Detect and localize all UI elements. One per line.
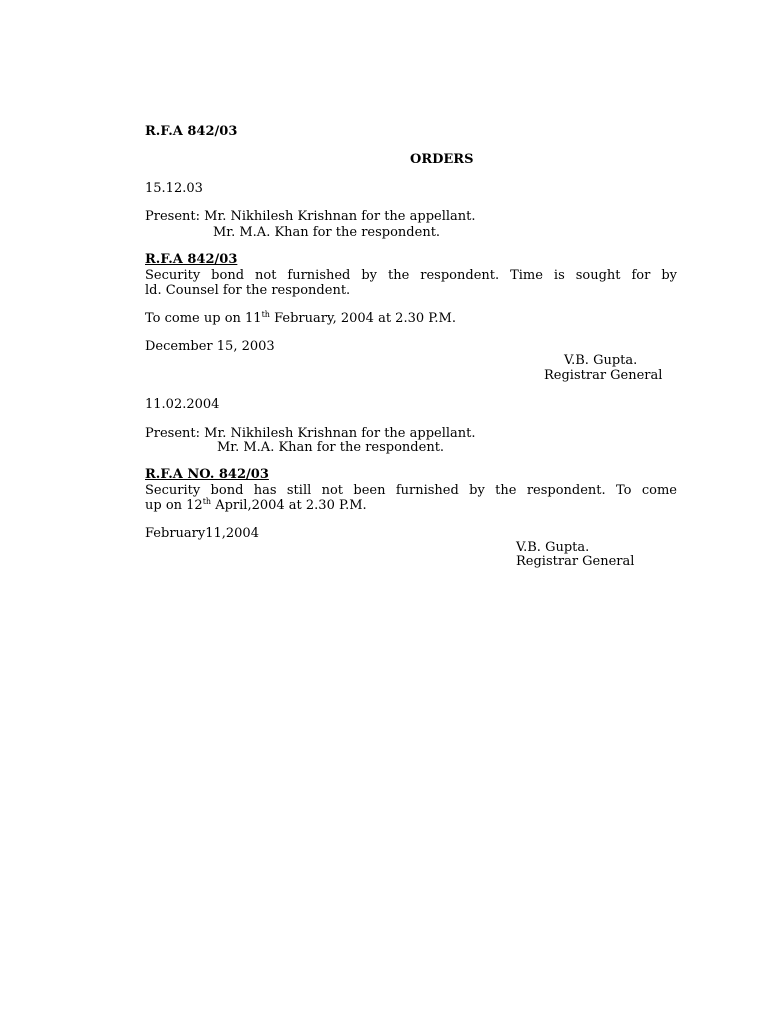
entry1-date: 15.12.03: [145, 181, 203, 196]
entry2-body-line1: Security bond has still not been furnished by the respondent. To come: [145, 483, 677, 498]
entry2-present-respondent: Mr. M.A. Khan for the respondent.: [217, 440, 445, 455]
entry1-designation: Registrar General: [544, 368, 663, 383]
entry1-body-line2: ld. Counsel for the respondent.: [145, 283, 351, 298]
entry1-body-line1: Security bond not furnished by the respondent. Time is sought for by: [145, 268, 677, 283]
entry1-adjournment: To come up on 11th February, 2004 at 2.30 P.M.: [145, 310, 456, 326]
entry2-case-ref: R.F.A NO. 842/03: [145, 467, 269, 482]
case-number: R.F.A 842/03: [145, 124, 238, 139]
entry2-body-line2: up on 12th April,2004 at 2.30 P.M.: [145, 497, 367, 513]
entry1-signed-date: December 15, 2003: [145, 339, 275, 354]
entry1-present-respondent: Mr. M.A. Khan for the respondent.: [213, 225, 441, 240]
entry2-designation: Registrar General: [516, 554, 635, 569]
entry2-signed-date: February11,2004: [145, 526, 259, 541]
orders-heading: ORDERS: [410, 152, 474, 167]
entry2-date: 11.02.2004: [145, 397, 220, 412]
entry1-case-ref: R.F.A 842/03: [145, 252, 238, 267]
entry2-signatory: V.B. Gupta.: [516, 540, 590, 555]
entry1-signatory: V.B. Gupta.: [564, 353, 638, 368]
entry2-present-appellant: Present: Mr. Nikhilesh Krishnan for the appellant.: [145, 426, 476, 441]
entry1-present-appellant: Present: Mr. Nikhilesh Krishnan for the appellant.: [145, 209, 476, 224]
